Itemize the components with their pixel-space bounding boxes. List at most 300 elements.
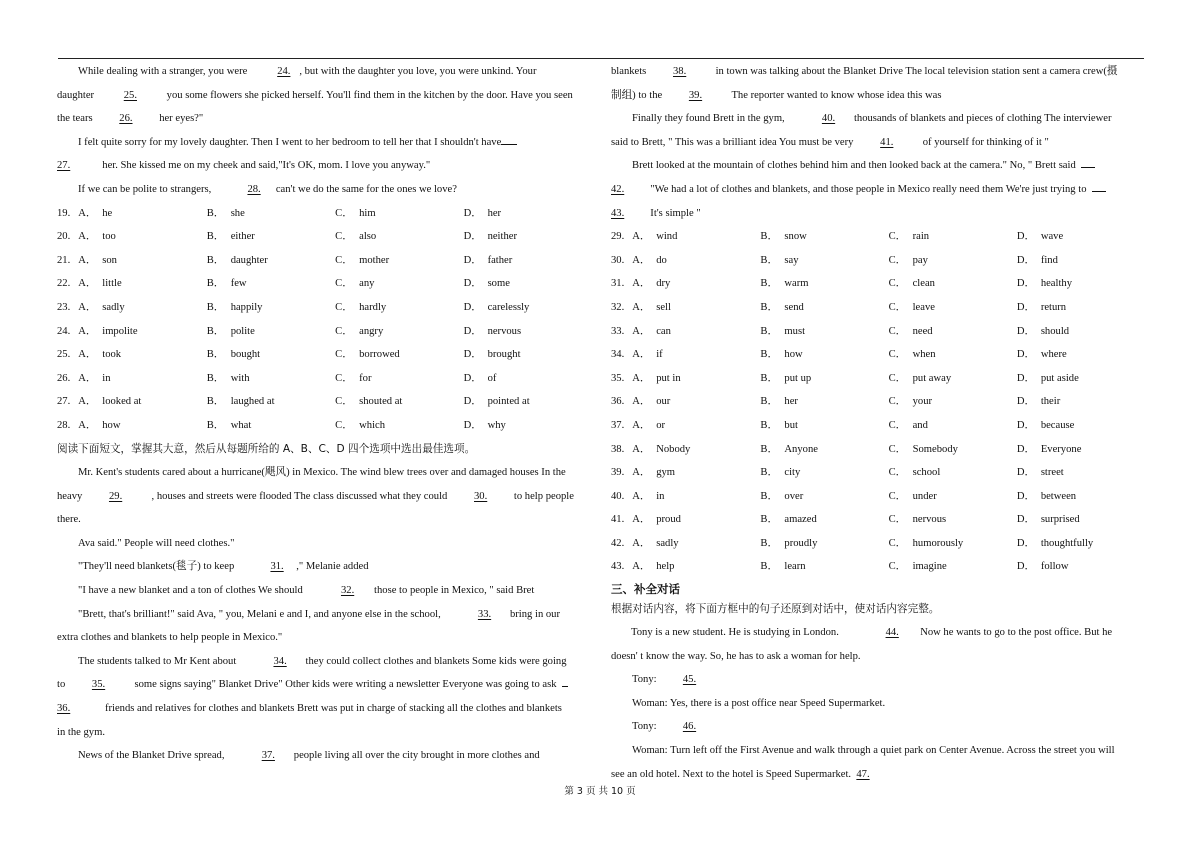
option-letter: D． [463, 396, 482, 408]
option-letter: A． [632, 349, 651, 361]
option-c[interactable] [889, 485, 1017, 509]
option-letter: B． [206, 278, 225, 290]
option-text: their [1040, 396, 1061, 408]
option-text: too [102, 231, 116, 243]
option-a[interactable] [632, 461, 760, 485]
option-letter: C． [335, 419, 353, 431]
option-text: wave [1040, 231, 1064, 243]
option-text: sadly [656, 537, 679, 549]
option-c[interactable] [335, 202, 463, 226]
option-letter: A． [632, 231, 651, 243]
option-a[interactable] [78, 202, 206, 226]
option-text: any [359, 278, 375, 290]
option-text: looked at [102, 396, 142, 408]
blank-45: 45. [682, 674, 697, 686]
option-text: humorously [912, 537, 964, 549]
option-a[interactable] [632, 343, 760, 367]
question-number: 35. [611, 372, 625, 384]
option-a[interactable] [632, 320, 760, 344]
option-a[interactable] [78, 272, 206, 296]
blank-29: 29. [108, 490, 123, 502]
passage-line: to 35. some signs saying" Blanket Drive" Other kids were writing a newsletter Everyone was going to ask [57, 673, 592, 697]
option-c[interactable] [335, 414, 463, 438]
option-text: put up [784, 372, 812, 384]
option-text: proud [656, 514, 681, 526]
option-letter: D． [463, 372, 482, 384]
option-row [611, 555, 1145, 579]
option-c[interactable] [335, 225, 463, 249]
option-letter: C． [335, 372, 353, 384]
option-d[interactable] [464, 367, 592, 391]
dialogue-line: Tony: 45. [611, 668, 1145, 692]
option-text: Somebody [912, 443, 958, 455]
option-c[interactable] [889, 272, 1017, 296]
option-b[interactable] [760, 296, 888, 320]
option-d[interactable] [464, 272, 592, 296]
option-letter: A． [632, 443, 651, 455]
blank-28: 28. [247, 183, 261, 195]
blank-40: 40. [821, 113, 836, 125]
option-text: our [656, 396, 671, 408]
option-a[interactable] [632, 249, 760, 273]
option-a[interactable] [632, 555, 760, 579]
blank-36: 36. [57, 703, 71, 715]
option-text: city [784, 467, 801, 479]
option-letter: A． [78, 231, 97, 243]
option-letter: A． [78, 396, 97, 408]
option-d[interactable] [464, 249, 592, 273]
option-text: proudly [784, 537, 818, 549]
option-letter: B． [206, 396, 225, 408]
option-text: put aside [1040, 372, 1079, 384]
option-row [57, 343, 592, 367]
question-number: 33. [611, 325, 625, 337]
passage-line: 36. friends and relatives for clothes and blankets Brett was put in charge of stacking all the clothes and blankets [57, 697, 592, 721]
blank-39: 39. [688, 89, 703, 101]
option-c[interactable] [335, 343, 463, 367]
option-letter: C． [335, 207, 353, 219]
option-text: happily [230, 301, 263, 313]
option-c[interactable] [889, 296, 1017, 320]
option-letter: D． [1016, 467, 1036, 479]
option-c[interactable] [889, 249, 1017, 273]
option-a[interactable] [632, 508, 760, 532]
option-a[interactable] [632, 485, 760, 509]
option-a[interactable] [78, 225, 206, 249]
blank-32: 32. [340, 585, 355, 597]
option-d[interactable] [1017, 438, 1145, 462]
option-letter: B． [760, 278, 779, 290]
option-letter: B． [206, 301, 225, 313]
option-text: her [487, 207, 502, 219]
question-number: 22. [57, 278, 71, 290]
option-letter: D． [463, 207, 482, 219]
option-letter: A． [78, 301, 97, 313]
option-c[interactable] [889, 225, 1017, 249]
option-b[interactable] [207, 296, 335, 320]
option-d[interactable] [1017, 390, 1145, 414]
option-letter: D． [1016, 231, 1036, 243]
option-text: mother [359, 254, 390, 266]
option-b[interactable] [760, 461, 888, 485]
passage-line: Mr. Kent's students cared about a hurricane(飓风) in Mexico. The wind blew trees over and damaged houses In the [78, 467, 566, 479]
option-text: polite [230, 325, 255, 337]
option-b[interactable] [760, 532, 888, 556]
passage-line: daughter 25. you some flowers she picked herself. You'll find them in the kitchen by the door. Have you seen [57, 84, 592, 108]
option-c[interactable] [335, 367, 463, 391]
option-row [611, 461, 1145, 485]
passage-line: If we can be polite to strangers, 28. can't we do the same for the ones we love? [57, 178, 592, 202]
option-d[interactable] [464, 225, 592, 249]
option-text: sadly [102, 301, 125, 313]
option-letter: D． [1016, 301, 1036, 313]
passage-line: While dealing with a stranger, you were 24. , but with the daughter you love, you were unkind. Your [57, 60, 592, 84]
question-number: 29. [611, 231, 625, 243]
dialogue-line: Tony is a new student. He is studying in London. 44. Now he wants to go to the post office. But he [611, 621, 1145, 645]
option-d[interactable] [1017, 555, 1145, 579]
option-text: or [656, 419, 666, 431]
option-letter: D． [463, 231, 482, 243]
option-text: can [656, 325, 671, 337]
option-b[interactable] [760, 320, 888, 344]
option-text: if [656, 349, 663, 361]
option-letter: C． [888, 443, 907, 455]
option-c[interactable] [335, 390, 463, 414]
question-number: 20. [57, 231, 71, 243]
option-b[interactable] [760, 225, 888, 249]
option-c[interactable] [335, 272, 463, 296]
passage-line: 制组) to the 39. The reporter wanted to know whose idea this was [611, 84, 1145, 108]
option-letter: C． [335, 396, 353, 408]
option-letter: B． [206, 419, 225, 431]
option-row [611, 272, 1145, 296]
option-text: pay [912, 254, 928, 266]
option-a[interactable] [78, 414, 206, 438]
option-row [57, 249, 592, 273]
option-c[interactable] [889, 367, 1017, 391]
option-b[interactable] [207, 390, 335, 414]
option-row [611, 414, 1145, 438]
option-text: send [784, 301, 804, 313]
option-b[interactable] [760, 555, 888, 579]
blank-34: 34. [273, 655, 287, 667]
option-letter: D． [1016, 372, 1036, 384]
option-text: she [230, 207, 245, 219]
option-b[interactable] [760, 249, 888, 273]
option-letter: C． [888, 561, 907, 573]
blank-42: 42. [611, 183, 625, 195]
page-footer: 第 3 页 共 10 页 [564, 786, 636, 797]
option-letter: B． [760, 561, 779, 573]
option-text: learn [784, 561, 806, 573]
option-letter: C． [335, 349, 353, 361]
option-b[interactable] [760, 272, 888, 296]
option-letter: B． [760, 514, 779, 526]
option-text: laughed at [230, 396, 275, 408]
option-letter: B． [206, 325, 225, 337]
question-number: 24. [57, 325, 71, 337]
passage-line: "I have a new blanket and a ton of clothes We should 32. those to people in Mexico, " said Bret [57, 579, 592, 603]
option-text: dry [656, 278, 671, 290]
option-b[interactable] [760, 485, 888, 509]
option-d[interactable] [1017, 461, 1145, 485]
option-a[interactable] [632, 532, 760, 556]
option-text: and [912, 419, 928, 431]
option-d[interactable] [1017, 320, 1145, 344]
option-c[interactable] [889, 461, 1017, 485]
option-letter: D． [463, 419, 482, 431]
option-d[interactable] [1017, 508, 1145, 532]
option-b[interactable] [760, 508, 888, 532]
option-b[interactable] [207, 249, 335, 273]
option-d[interactable] [1017, 343, 1145, 367]
option-letter: C． [335, 325, 353, 337]
option-a[interactable] [632, 296, 760, 320]
option-row [57, 272, 592, 296]
question-number: 38. [611, 443, 625, 455]
question-number: 40. [611, 490, 625, 502]
option-letter: A． [632, 561, 651, 573]
option-letter: A． [632, 254, 651, 266]
option-d[interactable] [1017, 414, 1145, 438]
option-text: him [359, 207, 376, 219]
option-c[interactable] [889, 532, 1017, 556]
option-letter: C． [888, 537, 907, 549]
option-b[interactable] [207, 367, 335, 391]
option-letter: D． [1016, 396, 1036, 408]
option-letter: B． [206, 207, 225, 219]
option-text: for [359, 372, 372, 384]
option-b[interactable] [760, 438, 888, 462]
option-row [611, 438, 1145, 462]
passage-line: "Brett, that's brilliant!" said Ava, " you, Melani e and I, and anyone else in the school, 33. bring in our [57, 603, 592, 627]
option-b[interactable] [207, 414, 335, 438]
dialogue-line: Woman: Yes, there is a post office near Speed Supermarket. [632, 697, 886, 709]
question-number: 25. [57, 349, 71, 361]
option-text: help [656, 561, 675, 573]
option-letter: C． [888, 325, 907, 337]
option-letter: D． [1016, 325, 1036, 337]
option-letter: B． [760, 396, 779, 408]
option-text: how [102, 419, 121, 431]
option-letter: D． [1016, 561, 1036, 573]
option-letter: C． [888, 301, 907, 313]
option-text: where [1040, 349, 1067, 361]
option-text: little [102, 278, 122, 290]
option-text: leave [912, 301, 935, 313]
option-c[interactable] [889, 320, 1017, 344]
option-row [57, 414, 592, 438]
option-row [611, 532, 1145, 556]
option-c[interactable] [889, 438, 1017, 462]
question-number: 23. [57, 301, 71, 313]
option-b[interactable] [760, 367, 888, 391]
option-row [611, 343, 1145, 367]
option-text: Nobody [656, 443, 691, 455]
passage-line: Finally they found Brett in the gym, 40. thousands of blankets and pieces of clothing The interviewer [611, 107, 1145, 131]
option-letter: D． [1016, 278, 1036, 290]
option-letter: C． [888, 349, 907, 361]
option-letter: C． [335, 301, 353, 313]
option-text: either [230, 231, 255, 243]
option-letter: A． [632, 301, 651, 313]
option-b[interactable] [760, 414, 888, 438]
option-a[interactable] [632, 438, 760, 462]
option-text: follow [1040, 561, 1069, 573]
option-letter: A． [78, 207, 97, 219]
option-text: snow [784, 231, 807, 243]
option-text: in [102, 372, 111, 384]
option-text: put in [656, 372, 681, 384]
option-text: impolite [102, 325, 138, 337]
top-rule [58, 58, 1144, 59]
option-b[interactable] [760, 343, 888, 367]
option-a[interactable] [632, 225, 760, 249]
passage-line: said to Brett, " This was a brilliant idea You must be very 41. of yourself for thinking of it " [611, 131, 1145, 155]
option-d[interactable] [1017, 532, 1145, 556]
option-letter: B． [760, 490, 779, 502]
option-letter: C． [888, 278, 907, 290]
option-d[interactable] [464, 320, 592, 344]
option-letter: D． [1016, 490, 1036, 502]
option-letter: D． [463, 325, 482, 337]
option-letter: B． [760, 419, 779, 431]
option-d[interactable] [464, 414, 592, 438]
option-text: between [1040, 490, 1077, 502]
option-letter: B． [760, 372, 779, 384]
option-letter: B． [206, 254, 225, 266]
option-row [611, 296, 1145, 320]
option-a[interactable] [632, 367, 760, 391]
blank-35: 35. [91, 679, 106, 691]
option-letter: A． [632, 396, 651, 408]
option-b[interactable] [207, 343, 335, 367]
option-d[interactable] [1017, 367, 1145, 391]
option-letter: A． [632, 467, 651, 479]
option-text: in [656, 490, 665, 502]
option-c[interactable] [889, 343, 1017, 367]
blank-43: 43. [611, 207, 625, 219]
option-b[interactable] [207, 225, 335, 249]
option-a[interactable] [78, 390, 206, 414]
option-text: do [656, 254, 667, 266]
passage-line: blankets 38. in town was talking about the Blanket Drive The local television station sent a camera crew(摄 [611, 60, 1145, 84]
option-b[interactable] [207, 272, 335, 296]
option-d[interactable] [464, 296, 592, 320]
option-text: son [102, 254, 117, 266]
option-letter: D． [463, 254, 482, 266]
option-row [611, 249, 1145, 273]
question-number: 26. [57, 372, 71, 384]
passage-line: The students talked to Mr Kent about 34. they could collect clothes and blankets Some kids were going [57, 650, 592, 674]
option-b[interactable] [760, 390, 888, 414]
question-number: 34. [611, 349, 625, 361]
option-letter: A． [632, 325, 651, 337]
dialogue-line: doesn' t know the way. So, he has to ask a woman for help. [611, 650, 861, 662]
option-letter: C． [888, 490, 907, 502]
option-letter: D． [1016, 443, 1036, 455]
option-b[interactable] [207, 202, 335, 226]
question-number: 31. [611, 278, 625, 290]
option-letter: A． [632, 537, 651, 549]
option-row [57, 296, 592, 320]
option-text: brought [487, 349, 521, 361]
option-a[interactable] [78, 249, 206, 273]
passage-line: "They'll need blankets(毯子) to keep 31. ," Melanie added [57, 555, 592, 579]
option-d[interactable] [1017, 296, 1145, 320]
option-text: must [784, 325, 806, 337]
option-d[interactable] [464, 390, 592, 414]
option-letter: C． [888, 514, 907, 526]
option-c[interactable] [889, 390, 1017, 414]
option-d[interactable] [464, 202, 592, 226]
option-c[interactable] [335, 320, 463, 344]
passage-line: 42. "We had a lot of clothes and blankets, and those people in Mexico really need them We're just trying to [611, 178, 1145, 202]
option-letter: A． [632, 372, 651, 384]
option-d[interactable] [1017, 225, 1145, 249]
option-row [57, 320, 592, 344]
option-c[interactable] [889, 414, 1017, 438]
question-number: 28. [57, 419, 71, 431]
option-a[interactable] [632, 390, 760, 414]
option-a[interactable] [632, 272, 760, 296]
option-text: why [487, 419, 506, 431]
option-text: gym [656, 467, 676, 479]
option-letter: A． [78, 349, 97, 361]
option-c[interactable] [335, 249, 463, 273]
option-a[interactable] [78, 320, 206, 344]
blank-27: 27. [57, 160, 71, 172]
option-letter: C． [888, 231, 907, 243]
blank-41: 41. [880, 136, 894, 148]
passage-line: News of the Blanket Drive spread, 37. people living all over the city brought in more clothes and [57, 744, 592, 768]
option-text: Anyone [784, 443, 818, 455]
option-a[interactable] [632, 414, 760, 438]
option-text: hardly [359, 301, 387, 313]
option-text: but [784, 419, 798, 431]
option-text: bought [230, 349, 261, 361]
option-b[interactable] [207, 320, 335, 344]
option-letter: B． [760, 325, 779, 337]
option-a[interactable] [78, 367, 206, 391]
option-a[interactable] [78, 343, 206, 367]
option-text: under [912, 490, 937, 502]
question-number: 41. [611, 514, 625, 526]
option-c[interactable] [335, 296, 463, 320]
option-d[interactable] [1017, 485, 1145, 509]
option-d[interactable] [1017, 249, 1145, 273]
option-letter: A． [78, 419, 97, 431]
option-text: return [1040, 301, 1067, 313]
dialogue-line: Tony: 46. [611, 715, 1145, 739]
option-a[interactable] [78, 296, 206, 320]
option-d[interactable] [464, 343, 592, 367]
option-text: nervous [912, 514, 947, 526]
option-text: your [912, 396, 933, 408]
option-text: over [784, 490, 804, 502]
option-text: neither [487, 231, 517, 243]
option-letter: C． [888, 254, 907, 266]
section-title: 三、补全对话 [611, 582, 680, 597]
option-c[interactable] [889, 555, 1017, 579]
option-c[interactable] [889, 508, 1017, 532]
option-letter: B． [206, 372, 225, 384]
option-d[interactable] [1017, 272, 1145, 296]
option-text: need [912, 325, 933, 337]
option-letter: B． [760, 443, 779, 455]
option-letter: B． [206, 349, 225, 361]
option-text: should [1040, 325, 1070, 337]
